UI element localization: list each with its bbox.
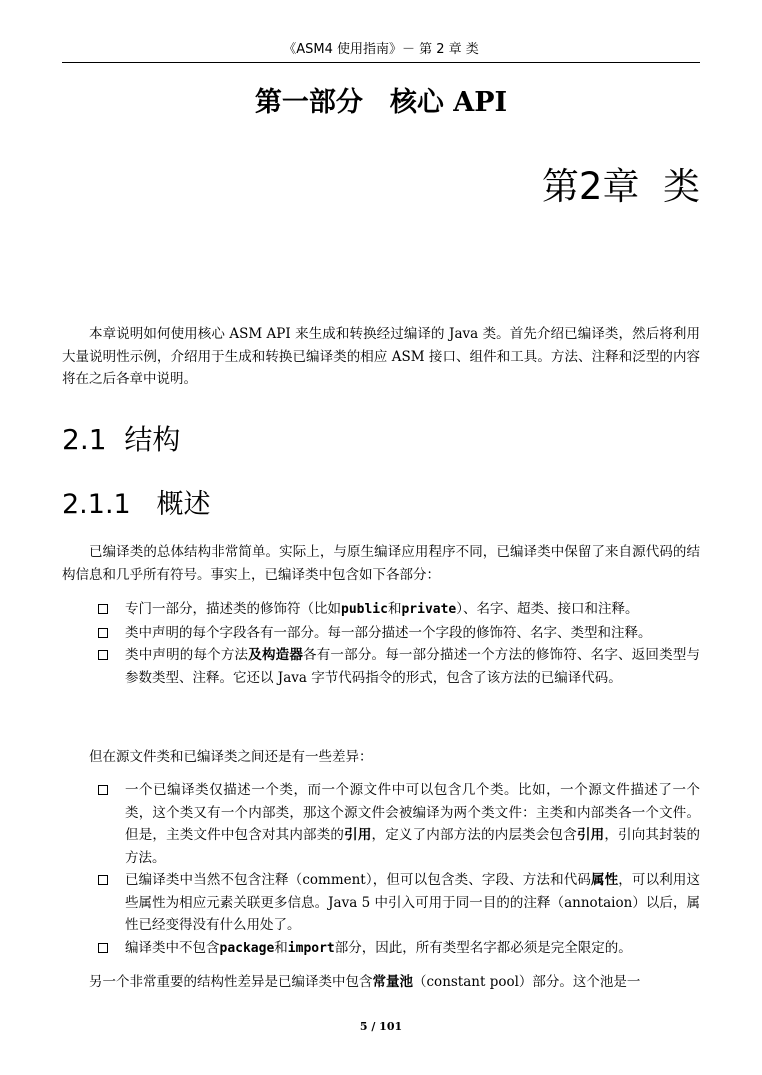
- checkbox-bullet-icon: [98, 785, 108, 795]
- checkbox-bullet-icon: [98, 943, 108, 953]
- bold-term: 常量池: [372, 974, 413, 990]
- header-divider: [62, 62, 700, 63]
- list-item: 已编译类中当然不包含注释（comment），但可以包含类、字段、方法和代码属性，可以利用这些属性为相应元素关联更多信息。Java 5 中引入可用于同一目的的注释（annotaion）以后，属性已经变得没有什么用处了。: [98, 869, 700, 937]
- bold-term: 属性: [591, 872, 619, 888]
- running-header: 《ASM4 使用指南》－ 第 2 章 类: [283, 42, 479, 57]
- part-title: 第一部分 核心 API: [254, 87, 508, 118]
- checkbox-bullet-icon: [98, 604, 108, 614]
- list-item: 专门一部分，描述类的修饰符（比如public和private）、名字、超类、接口和注释。: [98, 598, 700, 622]
- code-package: package: [219, 940, 275, 956]
- subsection-heading: 2.1.1 概述: [62, 489, 211, 520]
- chapter-title: 第2章 类: [541, 165, 700, 208]
- differences-list: [98, 779, 700, 960]
- list-item: 一个已编译类仅描述一个类，而一个源文件中可以包含几个类。比如，一个源文件描述了一个类，这个类又有一个内部类，那这个源文件会被编译为两个类文件：主类和内部类各一个文件。但是，主类文件中包含对其内部类的引用，定义了内部方法的内层类会包含引用，引向其封装的方法。: [98, 779, 700, 869]
- code-public: public: [341, 602, 388, 617]
- section-heading: 2.1 结构: [62, 423, 181, 456]
- page-number: 5 / 101: [359, 1020, 403, 1033]
- bold-term: 引用: [344, 827, 372, 843]
- class-parts-list: [98, 598, 700, 689]
- overview-paragraph: 已编译类的总体结构非常简单。实际上，与原生编译应用程序不同，已编译类中保留了来自源代码的结构信息和几乎所有符号。事实上，已编译类中包含如下各部分：: [62, 544, 700, 583]
- list-item: 类中声明的每个方法及构造器各有一部分。每一部分描述一个方法的修饰符、名字、返回类型与参数类型、注释。它还以 Java 字节代码指令的形式，包含了该方法的已编译代码。: [98, 644, 700, 689]
- code-private: private: [401, 602, 457, 617]
- checkbox-bullet-icon: [98, 628, 108, 638]
- list-item: 类中声明的每个字段各有一部分。每一部分描述一个字段的修饰符、名字、类型和注释。: [98, 622, 700, 645]
- bold-term: 及构造器: [248, 647, 304, 663]
- checkbox-bullet-icon: [98, 650, 108, 660]
- code-import: import: [287, 940, 335, 956]
- bold-term: 引用: [576, 827, 605, 843]
- final-paragraph: 另一个非常重要的结构性差异是已编译类中包含常量池（constant pool）部分。这个池是一: [89, 974, 641, 990]
- list-item: 编译类中不包含package和import部分，因此，所有类型名字都必须是完全限定的。: [98, 937, 700, 961]
- difference-paragraph: 但在源文件类和已编译类之间还是有一些差异：: [89, 749, 373, 765]
- intro-paragraph: 本章说明如何使用核心 ASM API 来生成和转换经过编译的 Java 类。首先介绍已编译类，然后将利用大量说明性示例，介绍用于生成和转换已编译类的相应 ASM 接口、组件和工具。方法、注释和泛型的内容将在之后各章中说明。: [62, 326, 700, 387]
- checkbox-bullet-icon: [98, 875, 108, 885]
